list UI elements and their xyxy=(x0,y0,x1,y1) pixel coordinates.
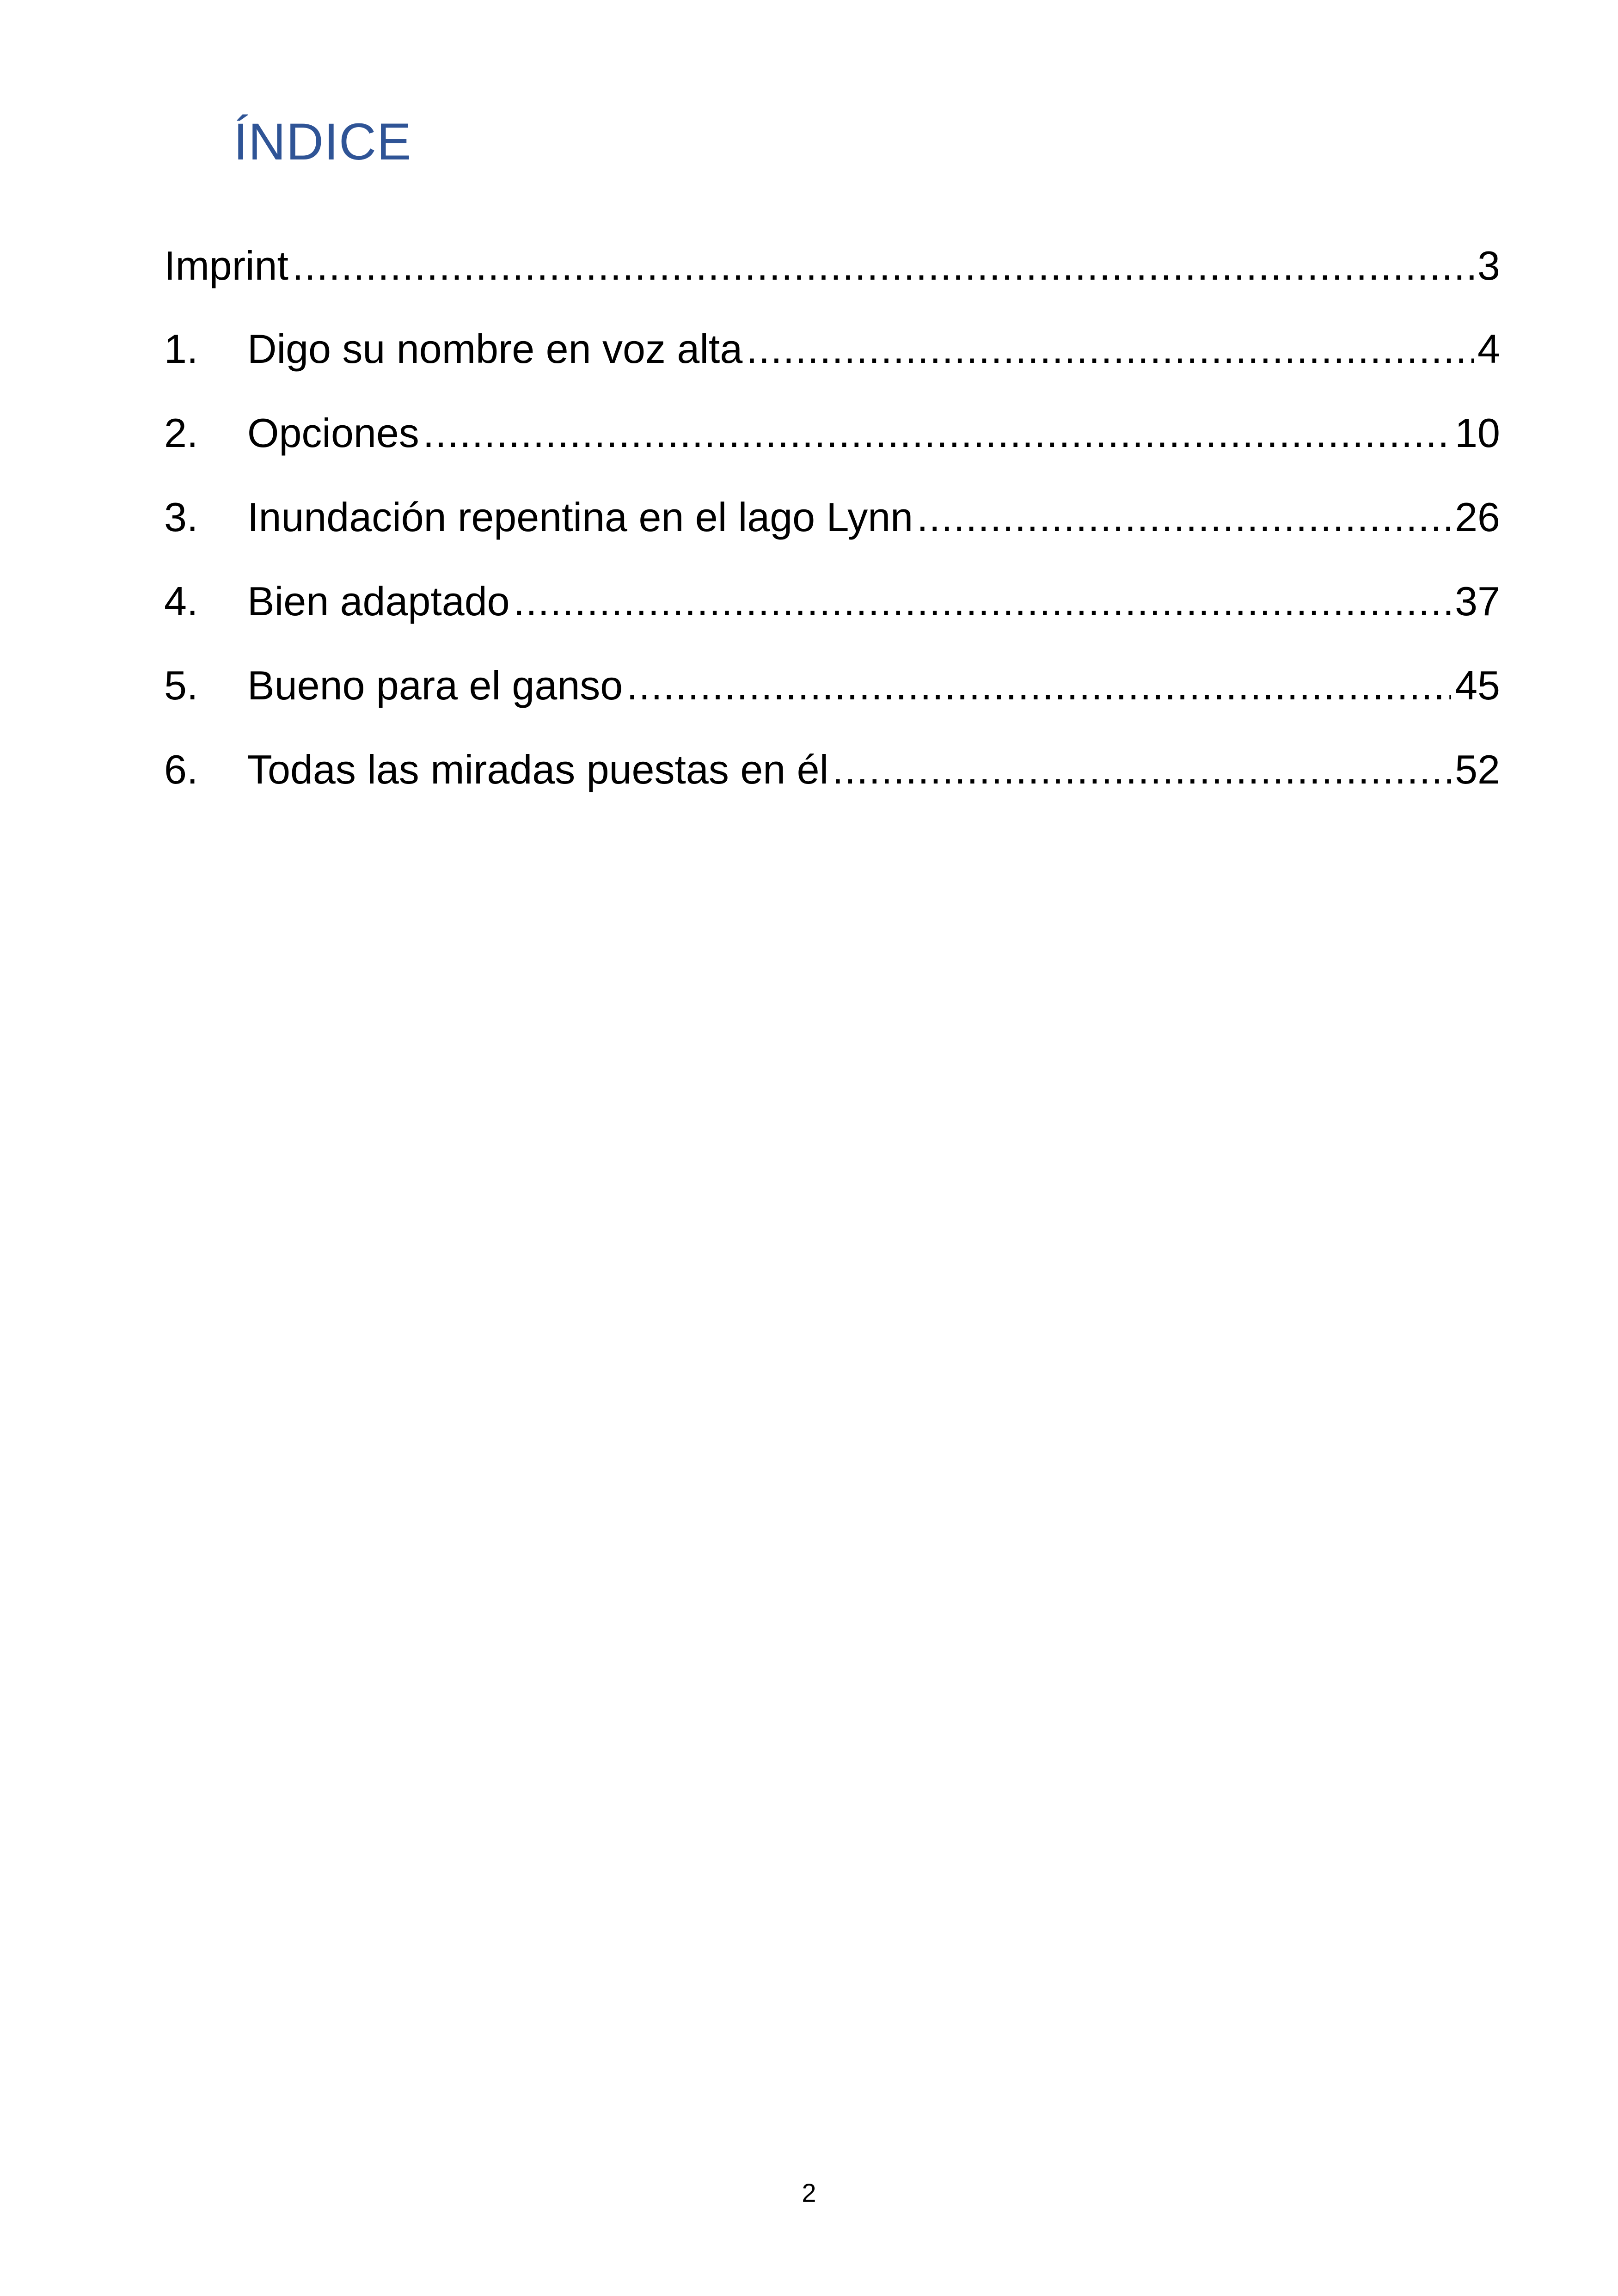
toc-entry-1[interactable] xyxy=(164,319,1500,379)
toc-entry-number: 1. xyxy=(164,326,198,372)
toc-entry-4[interactable] xyxy=(164,571,1500,631)
toc-entry-title: Bueno para el ganso xyxy=(247,662,623,708)
toc-entry-6[interactable] xyxy=(164,740,1500,800)
toc-entry-2[interactable] xyxy=(164,403,1500,463)
toc-entry-3[interactable] xyxy=(164,487,1500,547)
toc-entry-number: 6. xyxy=(164,747,198,792)
toc-dot-leader xyxy=(514,571,1451,631)
toc-dot-leader xyxy=(292,236,1474,296)
toc-entry-number: 2. xyxy=(164,410,198,456)
toc-entry-imprint[interactable] xyxy=(164,236,1500,296)
toc-entry-5[interactable] xyxy=(164,655,1500,716)
toc-entry-page: 26 xyxy=(1455,494,1500,540)
toc-entry-title: Digo su nombre en voz alta xyxy=(247,326,743,372)
toc-entry-page: 10 xyxy=(1455,410,1500,456)
toc-entry-page: 37 xyxy=(1455,578,1500,624)
toc-dot-leader xyxy=(917,487,1451,547)
toc-entry-title: Opciones xyxy=(247,410,419,456)
toc-heading: ÍNDICE xyxy=(233,113,412,171)
toc-entry-page: 4 xyxy=(1477,326,1500,372)
page-number: 2 xyxy=(802,2178,816,2207)
toc-entry-title: Imprint xyxy=(164,243,288,288)
toc-dot-leader xyxy=(746,319,1474,379)
toc-dot-leader xyxy=(832,740,1451,800)
toc-entry-number: 5. xyxy=(164,662,198,708)
toc-entry-number: 3. xyxy=(164,494,198,540)
toc-entry-page: 45 xyxy=(1455,662,1500,708)
toc-entry-page: 3 xyxy=(1477,243,1500,288)
toc-entry-title: Inundación repentina en el lago Lynn xyxy=(247,494,913,540)
toc-dot-leader xyxy=(423,403,1451,463)
toc-dot-leader xyxy=(626,655,1451,716)
toc-entry-title: Bien adaptado xyxy=(247,578,510,624)
toc-entry-title: Todas las miradas puestas en él xyxy=(247,747,829,792)
toc-entry-page: 52 xyxy=(1455,747,1500,792)
toc-entry-number: 4. xyxy=(164,578,198,624)
